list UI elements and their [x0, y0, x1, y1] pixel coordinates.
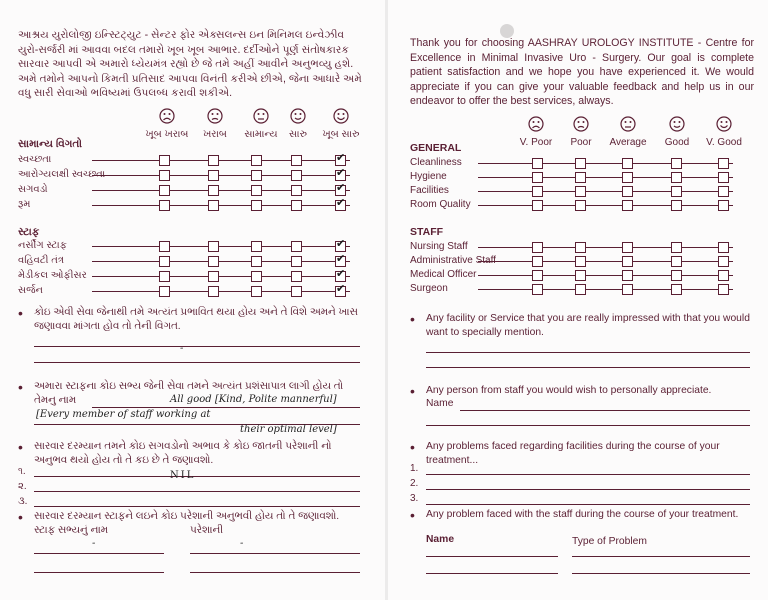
rating-checkbox[interactable]	[159, 170, 170, 181]
staff-name-label: Name	[426, 534, 455, 545]
handwritten-answer: -	[240, 538, 244, 549]
rating-checkbox[interactable]	[575, 270, 586, 281]
sad-face-icon	[207, 108, 223, 124]
rating-checkbox[interactable]	[622, 172, 633, 183]
rating-checkbox[interactable]	[159, 200, 170, 211]
rating-row-line	[478, 191, 733, 192]
rating-row-line	[478, 247, 733, 248]
rating-poor: Poor	[564, 116, 598, 148]
rating-checkbox[interactable]	[622, 270, 633, 281]
handwritten-answer: NIL	[170, 470, 196, 481]
bullet: •	[410, 383, 415, 399]
rating-checkbox[interactable]	[671, 172, 682, 183]
row-label-gu: વહિવટી તંત્ર	[18, 255, 65, 266]
rating-very-good-gu: ખૂબ સારુ	[316, 108, 366, 140]
row-label-gu: સર્જન	[18, 285, 44, 296]
staff-name-label-gu: સ્ટાફ સભ્યનું નામ	[34, 525, 109, 536]
question-appreciate-gu: અમારા સ્ટાફના કોઇ સભ્ય જેની સેવા તમને અત્યંત પ્રશંસાપાત્ર લાગી હોય તો	[34, 381, 344, 392]
checkmark-icon: ✔	[336, 267, 346, 280]
rating-row-line	[478, 177, 733, 178]
rating-row-line	[478, 205, 733, 206]
bullet: •	[410, 439, 415, 455]
row-label: Medical Officer	[410, 269, 477, 280]
rating-checkbox[interactable]	[291, 256, 302, 267]
english-form-page	[388, 0, 768, 600]
item-number: 3.	[410, 493, 419, 504]
rating-checkbox[interactable]	[208, 200, 219, 211]
rating-row-line	[92, 261, 350, 262]
rating-row-line	[92, 205, 350, 206]
answer-line[interactable]	[34, 476, 360, 477]
handwritten-answer: -	[92, 538, 96, 549]
neutral-face-icon	[620, 116, 636, 132]
rating-checkbox[interactable]	[532, 284, 543, 295]
rating-row-line	[478, 163, 733, 164]
rating-checkbox[interactable]	[159, 241, 170, 252]
rating-checkbox[interactable]	[208, 170, 219, 181]
problem-type-label: Type of Problem	[572, 536, 647, 547]
very-sad-face-icon	[528, 116, 544, 132]
checkmark-icon: ✔	[336, 151, 346, 164]
answer-line[interactable]	[34, 491, 360, 492]
big-smile-face-icon	[716, 116, 732, 132]
rating-checkbox[interactable]	[575, 200, 586, 211]
staff-section-title: STAFF	[410, 226, 444, 238]
handwritten-answer: [Every member of staff working at	[36, 409, 211, 420]
rating-checkbox[interactable]	[575, 256, 586, 267]
row-label: Facilities	[410, 185, 449, 196]
rating-checkbox[interactable]	[251, 170, 262, 181]
rating-checkbox[interactable]	[718, 172, 729, 183]
bullet: •	[18, 305, 23, 321]
rating-checkbox[interactable]	[671, 256, 682, 267]
rating-row-line	[92, 175, 350, 176]
checkmark-icon: ✔	[336, 237, 346, 250]
answer-line[interactable]	[426, 367, 750, 368]
rating-checkbox[interactable]	[251, 200, 262, 211]
smile-face-icon	[669, 116, 685, 132]
answer-line[interactable]	[426, 474, 750, 475]
rating-checkbox[interactable]	[251, 241, 262, 252]
answer-line[interactable]	[34, 362, 360, 363]
rating-very-poor-gu: ખૂબ ખરાબ	[142, 108, 192, 140]
rating-checkbox[interactable]	[532, 256, 543, 267]
checkmark-icon: ✔	[336, 181, 346, 194]
smile-face-icon	[290, 108, 306, 124]
name-label: Name	[426, 398, 454, 409]
rating-checkbox[interactable]	[622, 242, 633, 253]
row-label: Room Quality	[410, 199, 471, 210]
row-label-gu: આરોગ્યલક્ષી સ્વચ્છતા	[18, 169, 106, 180]
rating-average-gu: સામાન્ય	[236, 108, 286, 140]
gujarati-intro: આશ્રય યુરોલોજી ઇન્સ્ટિટ્યુટ - સેન્ટર ફોર એક્સલન્સ ઇન મિનિમલ ઇન્વેઝીવ યુરો-સર્જરી માં આવવા બદલ તમારો ખૂબ ખૂબ આભાર. દર્દીઓને પૂર્ણ સંતોષકારક સારવાર આપવી એ અમારો ધ્યેયમંત્ર રહ્યો છે જે તમે અહીં આવીને અનુભવ્યુ હશે. અમે તમોને આપનો કિમતી પ્રતિસાદ આપવા વિનંતી કરીએ છીએ, જેના આધારે અમે વધુ સારી સેવાઓ ભવિષ્યમાં ઉપલબ્ધ કરાવી શકીએ.	[18, 29, 362, 100]
row-label-gu: મેડીકલ ઓફીસર	[18, 270, 87, 281]
handwritten-answer: their optimal level]	[240, 424, 337, 435]
bullet: •	[410, 311, 415, 327]
item-number: ૨.	[18, 481, 27, 492]
rating-checkbox[interactable]	[575, 186, 586, 197]
rating-checkbox[interactable]	[251, 155, 262, 166]
rating-checkbox[interactable]	[251, 185, 262, 196]
rating-very-poor: V. Poor	[516, 116, 556, 148]
rating-checkbox[interactable]	[532, 172, 543, 183]
rating-checkbox[interactable]	[251, 286, 262, 297]
answer-line[interactable]	[426, 573, 558, 574]
rating-checkbox[interactable]	[532, 158, 543, 169]
checkmark-icon: ✔	[336, 196, 346, 209]
rating-checkbox[interactable]	[575, 158, 586, 169]
rating-checkbox[interactable]	[532, 186, 543, 197]
rating-checkbox[interactable]	[291, 170, 302, 181]
sad-face-icon	[573, 116, 589, 132]
english-intro: Thank you for choosing AASHRAY UROLOGY INSTITUTE - Centre for Excellence in Minimal Invasive Uro - Surgery. Our goal is complete patient satisfaction and we hope you have experienced it. We would appreciate if you can give your valuable feedback and help us in our endeavor to offer the best services, always.	[410, 37, 754, 108]
rating-checkbox[interactable]	[159, 185, 170, 196]
handwritten-answer: All good [Kind, Polite mannerful]	[170, 394, 337, 405]
rating-checkbox[interactable]	[208, 241, 219, 252]
checkmark-icon: ✔	[336, 282, 346, 295]
question-impressed: Any facility or Service that you are really impressed with that you would want to specially mention.	[426, 313, 750, 338]
rating-checkbox[interactable]	[718, 242, 729, 253]
row-label: Hygiene	[410, 171, 447, 182]
rating-checkbox[interactable]	[208, 256, 219, 267]
general-section-title: GENERAL	[410, 142, 462, 154]
general-section-title-gu: સામાન્ય વિગતો	[18, 138, 83, 150]
big-smile-face-icon	[333, 108, 349, 124]
item-number: ૩.	[18, 496, 28, 507]
rating-checkbox[interactable]	[575, 284, 586, 295]
rating-checkbox[interactable]	[291, 200, 302, 211]
answer-line[interactable]	[190, 553, 360, 554]
rating-checkbox[interactable]	[532, 242, 543, 253]
checkmark-icon: ✔	[336, 252, 346, 265]
rating-checkbox[interactable]	[291, 155, 302, 166]
answer-line[interactable]	[34, 572, 164, 573]
row-label-gu: રૂમ	[18, 199, 31, 210]
bullet: •	[410, 507, 415, 523]
rating-checkbox[interactable]	[622, 186, 633, 197]
answer-line[interactable]	[426, 352, 750, 353]
neutral-face-icon	[253, 108, 269, 124]
rating-very-good: V. Good	[704, 116, 744, 148]
answer-line[interactable]	[426, 425, 750, 426]
item-number: 1.	[410, 463, 419, 474]
rating-checkbox[interactable]	[671, 284, 682, 295]
rating-row-line	[92, 291, 350, 292]
answer-line[interactable]	[190, 572, 360, 573]
rating-checkbox[interactable]	[291, 185, 302, 196]
very-sad-face-icon	[159, 108, 175, 124]
rating-checkbox[interactable]	[718, 284, 729, 295]
rating-row-line	[92, 190, 350, 191]
row-label-gu: સ્વચ્છતા	[18, 154, 52, 165]
rating-checkbox[interactable]	[575, 172, 586, 183]
rating-good-gu: સારુ	[283, 108, 313, 140]
rating-checkbox[interactable]	[159, 256, 170, 267]
rating-checkbox[interactable]	[159, 271, 170, 282]
answer-line[interactable]	[426, 556, 558, 557]
rating-checkbox[interactable]	[718, 200, 729, 211]
rating-row-line	[478, 289, 733, 290]
rating-checkbox[interactable]	[622, 200, 633, 211]
rating-checkbox[interactable]	[208, 286, 219, 297]
rating-row-line	[92, 246, 350, 247]
rating-checkbox[interactable]	[718, 186, 729, 197]
row-label: Administrative Staff	[410, 255, 496, 266]
answer-line[interactable]	[572, 556, 750, 557]
row-label: Nursing Staff	[410, 241, 468, 252]
rating-checkbox[interactable]	[159, 155, 170, 166]
row-label-gu: સગવડો	[18, 184, 48, 195]
question-staff-problem: Any problem faced with the staff during the course of your treatment.	[426, 509, 739, 520]
rating-average: Average	[606, 116, 650, 148]
item-number: 2.	[410, 478, 419, 489]
rating-checkbox[interactable]	[671, 158, 682, 169]
row-label: Cleanliness	[410, 157, 462, 168]
rating-checkbox[interactable]	[718, 256, 729, 267]
rating-checkbox[interactable]	[718, 270, 729, 281]
answer-line[interactable]	[92, 407, 360, 408]
rating-row-line	[92, 160, 350, 161]
checkmark-icon: ✔	[336, 166, 346, 179]
item-number: ૧.	[18, 466, 26, 477]
answer-line[interactable]	[34, 346, 360, 347]
rating-checkbox[interactable]	[622, 158, 633, 169]
rating-checkbox[interactable]	[622, 256, 633, 267]
bullet: •	[18, 439, 23, 455]
problem-label-gu: પરેશાની	[190, 525, 224, 536]
rating-checkbox[interactable]	[671, 242, 682, 253]
name-label-gu: તેમનુ નામ	[34, 395, 77, 406]
answer-line[interactable]	[34, 506, 360, 507]
rating-poor-gu: ખરાબ	[195, 108, 235, 140]
answer-line[interactable]	[460, 410, 750, 411]
rating-checkbox[interactable]	[159, 286, 170, 297]
row-label-gu: નર્સીંગ સ્ટાફ	[18, 240, 67, 251]
rating-checkbox[interactable]	[671, 200, 682, 211]
answer-line[interactable]	[572, 573, 750, 574]
answer-line[interactable]	[426, 504, 750, 505]
rating-checkbox[interactable]	[208, 185, 219, 196]
rating-checkbox[interactable]	[251, 256, 262, 267]
rating-checkbox[interactable]	[532, 270, 543, 281]
bullet: •	[18, 509, 23, 525]
bullet: •	[18, 379, 23, 395]
rating-row-line	[92, 276, 350, 277]
rating-checkbox[interactable]	[208, 271, 219, 282]
question-facilities: Any problems faced regarding facilities during the course of your treatment...	[426, 441, 720, 466]
question-staff-problem-gu: સારવાર દરમ્યાન સ્ટાફને લઇને કોઇ પરેશાની અનુભવી હોય તો તે જણાવશો.	[34, 511, 340, 522]
rating-checkbox[interactable]	[251, 271, 262, 282]
answer-line[interactable]	[426, 489, 750, 490]
staff-section-title-gu: સ્ટાફ	[18, 226, 40, 238]
rating-checkbox[interactable]	[575, 242, 586, 253]
question-appreciate: Any person from staff you would wish to personally appreciate.	[426, 385, 712, 396]
rating-checkbox[interactable]	[622, 284, 633, 295]
rating-checkbox[interactable]	[671, 270, 682, 281]
rating-checkbox[interactable]	[291, 271, 302, 282]
row-label: Surgeon	[410, 283, 448, 294]
rating-good: Good	[660, 116, 694, 148]
answer-line[interactable]	[34, 553, 164, 554]
rating-checkbox[interactable]	[671, 186, 682, 197]
rating-checkbox[interactable]	[718, 158, 729, 169]
rating-row-line	[478, 275, 733, 276]
question-facilities-gu: સારવાર દરમ્યાન તમને કોઇ સગવડોનો અભાવ કે કોઇ જાતની પરેશાની નો અનુભવ થયો હોય તો તે કઇ છે તે જણાવશો.	[34, 441, 332, 466]
handwritten-answer: -	[180, 343, 184, 354]
rating-row-line	[478, 261, 733, 262]
question-impressed-gu: કોઇ એવી સેવા જેનાથી તમે અત્યંત પ્રભાવિત થયા હોય અને તે વિશે અમને ખાસ જણાવવા માંગતા હોવ તો તેની વિગત.	[34, 307, 358, 332]
rating-checkbox[interactable]	[291, 241, 302, 252]
rating-checkbox[interactable]	[532, 200, 543, 211]
rating-checkbox[interactable]	[208, 155, 219, 166]
rating-checkbox[interactable]	[291, 286, 302, 297]
